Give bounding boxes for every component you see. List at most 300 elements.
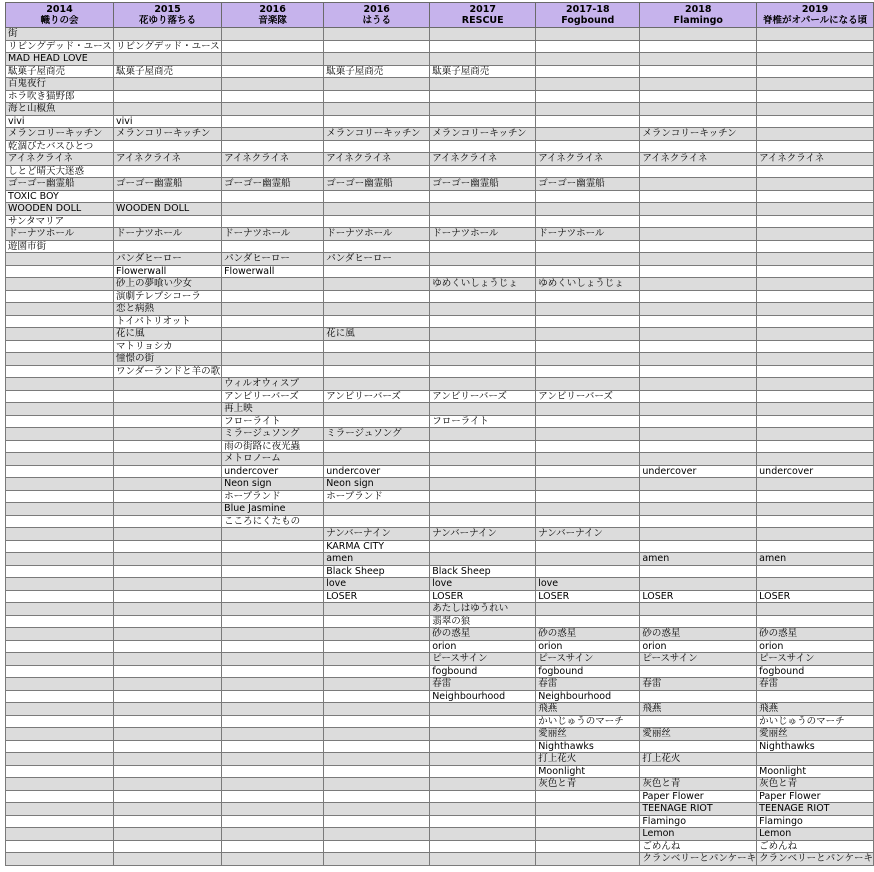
table-cell[interactable]: ミラージュソング — [324, 428, 430, 441]
table-cell[interactable] — [536, 140, 640, 153]
table-cell[interactable] — [640, 240, 757, 253]
table-cell[interactable]: 春雷 — [757, 678, 874, 691]
table-cell[interactable] — [222, 740, 324, 753]
table-cell[interactable] — [536, 440, 640, 453]
table-cell[interactable] — [640, 203, 757, 216]
table-cell[interactable] — [114, 378, 222, 391]
table-cell[interactable] — [757, 378, 874, 391]
table-cell[interactable] — [6, 440, 114, 453]
table-cell[interactable] — [757, 240, 874, 253]
table-cell[interactable] — [222, 140, 324, 153]
table-cell[interactable] — [222, 815, 324, 828]
table-cell[interactable]: WOODEN DOLL — [114, 203, 222, 216]
table-cell[interactable]: Flowerwall — [222, 265, 324, 278]
table-cell[interactable]: ドーナツホール — [222, 228, 324, 241]
table-cell[interactable] — [324, 78, 430, 91]
table-cell[interactable] — [324, 815, 430, 828]
table-cell[interactable] — [114, 540, 222, 553]
table-cell[interactable]: 砂の惑星 — [430, 628, 536, 641]
table-cell[interactable] — [536, 490, 640, 503]
table-cell[interactable] — [6, 303, 114, 316]
table-cell[interactable] — [6, 528, 114, 541]
table-cell[interactable]: ドーナツホール — [536, 228, 640, 241]
table-cell[interactable] — [6, 765, 114, 778]
table-cell[interactable]: Flamingo — [640, 815, 757, 828]
table-cell[interactable] — [640, 340, 757, 353]
table-cell[interactable] — [114, 90, 222, 103]
column-header-7[interactable] — [757, 3, 874, 28]
table-cell[interactable] — [640, 690, 757, 703]
table-cell[interactable] — [114, 190, 222, 203]
table-cell[interactable] — [640, 103, 757, 116]
table-cell[interactable] — [640, 28, 757, 41]
table-cell[interactable] — [6, 815, 114, 828]
table-cell[interactable]: アイネクライネ — [536, 153, 640, 166]
table-cell[interactable] — [430, 540, 536, 553]
table-cell[interactable] — [536, 28, 640, 41]
table-cell[interactable] — [757, 303, 874, 316]
table-cell[interactable]: LOSER — [324, 590, 430, 603]
table-cell[interactable] — [536, 553, 640, 566]
table-cell[interactable]: ホープランド — [222, 490, 324, 503]
table-cell[interactable] — [6, 653, 114, 666]
table-cell[interactable] — [640, 578, 757, 591]
table-cell[interactable]: ピースサイン — [430, 653, 536, 666]
table-cell[interactable] — [640, 290, 757, 303]
table-cell[interactable]: ナンバーナイン — [324, 528, 430, 541]
table-cell[interactable]: MAD HEAD LOVE — [6, 53, 114, 66]
table-cell[interactable] — [757, 165, 874, 178]
table-cell[interactable]: クランベリーとパンケーキ — [640, 853, 757, 866]
table-cell[interactable]: 恋と病熱 — [114, 303, 222, 316]
table-cell[interactable]: 駄菓子屋商売 — [324, 65, 430, 78]
table-cell[interactable]: 春雷 — [430, 678, 536, 691]
table-cell[interactable] — [640, 528, 757, 541]
table-cell[interactable] — [430, 778, 536, 791]
table-cell[interactable] — [6, 403, 114, 416]
table-cell[interactable] — [114, 690, 222, 703]
table-cell[interactable] — [114, 515, 222, 528]
table-cell[interactable] — [324, 140, 430, 153]
table-cell[interactable] — [536, 190, 640, 203]
table-cell[interactable] — [640, 378, 757, 391]
table-cell[interactable] — [757, 440, 874, 453]
table-cell[interactable] — [222, 190, 324, 203]
table-cell[interactable] — [222, 703, 324, 716]
table-cell[interactable] — [324, 503, 430, 516]
table-cell[interactable] — [640, 440, 757, 453]
table-cell[interactable] — [222, 553, 324, 566]
table-cell[interactable] — [430, 803, 536, 816]
table-cell[interactable]: Lemon — [757, 828, 874, 841]
table-cell[interactable]: ドーナツホール — [114, 228, 222, 241]
table-cell[interactable]: 飛燕 — [757, 703, 874, 716]
table-cell[interactable] — [430, 403, 536, 416]
table-cell[interactable] — [114, 840, 222, 853]
table-cell[interactable] — [757, 540, 874, 553]
table-cell[interactable] — [757, 190, 874, 203]
table-cell[interactable] — [324, 28, 430, 41]
table-cell[interactable]: ミラージュソング — [222, 428, 324, 441]
table-cell[interactable]: ドーナツホール — [324, 228, 430, 241]
table-cell[interactable] — [324, 453, 430, 466]
table-cell[interactable] — [324, 740, 430, 753]
table-cell[interactable]: Moonlight — [536, 765, 640, 778]
table-cell[interactable] — [430, 203, 536, 216]
table-cell[interactable] — [430, 140, 536, 153]
table-cell[interactable]: フローライト — [430, 415, 536, 428]
table-cell[interactable]: 駄菓子屋商売 — [114, 65, 222, 78]
table-cell[interactable] — [114, 790, 222, 803]
table-cell[interactable] — [757, 290, 874, 303]
table-cell[interactable] — [640, 265, 757, 278]
table-cell[interactable] — [114, 103, 222, 116]
table-cell[interactable] — [324, 265, 430, 278]
table-cell[interactable] — [640, 603, 757, 616]
table-cell[interactable]: love — [324, 578, 430, 591]
table-cell[interactable] — [430, 78, 536, 91]
table-cell[interactable] — [6, 278, 114, 291]
table-cell[interactable] — [757, 78, 874, 91]
table-cell[interactable] — [430, 165, 536, 178]
table-cell[interactable] — [430, 40, 536, 53]
table-cell[interactable] — [536, 540, 640, 553]
table-cell[interactable] — [640, 228, 757, 241]
table-cell[interactable] — [114, 528, 222, 541]
table-cell[interactable]: 乾涸びたバスひとつ — [6, 140, 114, 153]
table-cell[interactable] — [222, 165, 324, 178]
table-cell[interactable] — [430, 703, 536, 716]
table-cell[interactable] — [757, 90, 874, 103]
table-cell[interactable]: アイネクライネ — [640, 153, 757, 166]
table-cell[interactable] — [757, 578, 874, 591]
table-cell[interactable] — [222, 753, 324, 766]
table-cell[interactable] — [6, 728, 114, 741]
table-cell[interactable] — [536, 853, 640, 866]
table-cell[interactable] — [6, 553, 114, 566]
table-cell[interactable] — [114, 415, 222, 428]
table-cell[interactable] — [324, 690, 430, 703]
table-cell[interactable] — [757, 178, 874, 191]
table-cell[interactable] — [640, 503, 757, 516]
table-cell[interactable] — [114, 703, 222, 716]
table-cell[interactable] — [6, 803, 114, 816]
table-cell[interactable] — [536, 415, 640, 428]
table-cell[interactable] — [757, 690, 874, 703]
table-cell[interactable]: アンビリーバーズ — [536, 390, 640, 403]
table-cell[interactable] — [640, 453, 757, 466]
table-cell[interactable]: Neon sign — [222, 478, 324, 491]
table-cell[interactable] — [324, 678, 430, 691]
table-cell[interactable] — [640, 303, 757, 316]
table-cell[interactable]: ナンバーナイン — [536, 528, 640, 541]
table-cell[interactable] — [114, 628, 222, 641]
table-cell[interactable]: ゆめくいしょうじょ — [536, 278, 640, 291]
table-cell[interactable] — [536, 478, 640, 491]
table-cell[interactable] — [222, 690, 324, 703]
table-cell[interactable] — [536, 290, 640, 303]
table-cell[interactable] — [757, 428, 874, 441]
table-cell[interactable] — [114, 603, 222, 616]
table-cell[interactable]: パンダヒーロー — [114, 253, 222, 266]
table-cell[interactable] — [324, 615, 430, 628]
table-cell[interactable]: ごめんね — [640, 840, 757, 853]
table-cell[interactable]: undercover — [640, 465, 757, 478]
table-cell[interactable] — [6, 790, 114, 803]
table-cell[interactable] — [324, 303, 430, 316]
table-cell[interactable]: トイパトリオット — [114, 315, 222, 328]
table-cell[interactable] — [757, 365, 874, 378]
table-cell[interactable] — [6, 503, 114, 516]
table-cell[interactable]: ホープランド — [324, 490, 430, 503]
table-cell[interactable] — [324, 665, 430, 678]
table-cell[interactable]: リビングデッド・ユース — [6, 40, 114, 53]
table-cell[interactable] — [114, 440, 222, 453]
table-cell[interactable]: Neighbourhood — [430, 690, 536, 703]
column-header-0[interactable] — [6, 3, 114, 28]
table-cell[interactable]: 遊園市街 — [6, 240, 114, 253]
table-cell[interactable] — [430, 115, 536, 128]
table-cell[interactable] — [640, 415, 757, 428]
table-cell[interactable] — [114, 765, 222, 778]
table-cell[interactable] — [222, 128, 324, 141]
table-cell[interactable] — [114, 53, 222, 66]
table-cell[interactable] — [6, 290, 114, 303]
table-cell[interactable]: amen — [757, 553, 874, 566]
table-cell[interactable]: 花に風 — [114, 328, 222, 341]
table-cell[interactable] — [430, 478, 536, 491]
table-cell[interactable] — [757, 140, 874, 153]
table-cell[interactable] — [222, 290, 324, 303]
table-cell[interactable] — [114, 803, 222, 816]
table-cell[interactable] — [757, 753, 874, 766]
table-cell[interactable] — [757, 515, 874, 528]
table-cell[interactable] — [757, 403, 874, 416]
table-cell[interactable]: アイネクライネ — [757, 153, 874, 166]
table-cell[interactable] — [324, 440, 430, 453]
table-cell[interactable] — [222, 678, 324, 691]
table-cell[interactable] — [114, 678, 222, 691]
table-cell[interactable] — [536, 840, 640, 853]
table-cell[interactable] — [114, 590, 222, 603]
table-cell[interactable]: しとど晴天大迷惑 — [6, 165, 114, 178]
table-cell[interactable] — [222, 215, 324, 228]
table-cell[interactable] — [114, 653, 222, 666]
table-cell[interactable] — [757, 390, 874, 403]
table-cell[interactable] — [757, 415, 874, 428]
table-cell[interactable] — [222, 653, 324, 666]
table-cell[interactable] — [222, 78, 324, 91]
table-cell[interactable]: ゆめくいしょうじょ — [430, 278, 536, 291]
table-cell[interactable]: Paper Flower — [757, 790, 874, 803]
table-cell[interactable]: Flamingo — [757, 815, 874, 828]
table-cell[interactable] — [6, 540, 114, 553]
table-cell[interactable]: 憧憬の街 — [114, 353, 222, 366]
table-cell[interactable] — [6, 703, 114, 716]
table-cell[interactable]: 演劇テレプシコーラ — [114, 290, 222, 303]
table-cell[interactable] — [430, 378, 536, 391]
table-cell[interactable] — [6, 378, 114, 391]
table-cell[interactable]: TEENAGE RIOT — [757, 803, 874, 816]
table-cell[interactable] — [324, 840, 430, 853]
table-cell[interactable] — [222, 778, 324, 791]
table-cell[interactable] — [757, 503, 874, 516]
table-cell[interactable]: アイネクライネ — [324, 153, 430, 166]
table-cell[interactable]: undercover — [222, 465, 324, 478]
table-cell[interactable] — [222, 578, 324, 591]
table-cell[interactable] — [222, 240, 324, 253]
table-cell[interactable] — [6, 753, 114, 766]
table-cell[interactable]: orion — [536, 640, 640, 653]
table-cell[interactable] — [324, 653, 430, 666]
table-cell[interactable] — [222, 640, 324, 653]
table-cell[interactable] — [640, 665, 757, 678]
table-cell[interactable]: ナンバーナイン — [430, 528, 536, 541]
table-cell[interactable] — [6, 365, 114, 378]
table-cell[interactable] — [757, 215, 874, 228]
table-cell[interactable] — [6, 615, 114, 628]
table-cell[interactable] — [640, 178, 757, 191]
table-cell[interactable] — [324, 715, 430, 728]
table-cell[interactable] — [222, 765, 324, 778]
table-cell[interactable]: 愛丽丝 — [536, 728, 640, 741]
table-cell[interactable] — [430, 28, 536, 41]
table-cell[interactable] — [222, 790, 324, 803]
table-cell[interactable]: Lemon — [640, 828, 757, 841]
table-cell[interactable]: love — [536, 578, 640, 591]
table-cell[interactable] — [430, 828, 536, 841]
table-cell[interactable] — [536, 78, 640, 91]
table-cell[interactable] — [757, 353, 874, 366]
table-cell[interactable] — [6, 428, 114, 441]
table-cell[interactable] — [222, 103, 324, 116]
table-cell[interactable] — [757, 65, 874, 78]
table-cell[interactable] — [536, 40, 640, 53]
table-cell[interactable]: メランコリーキッチン — [324, 128, 430, 141]
column-header-2[interactable] — [222, 3, 324, 28]
table-cell[interactable] — [430, 515, 536, 528]
table-cell[interactable] — [536, 353, 640, 366]
table-cell[interactable] — [757, 265, 874, 278]
table-cell[interactable] — [6, 853, 114, 866]
table-cell[interactable] — [6, 578, 114, 591]
table-cell[interactable]: 雨の街路に夜光蟲 — [222, 440, 324, 453]
table-cell[interactable] — [324, 40, 430, 53]
table-cell[interactable]: 灰色と青 — [536, 778, 640, 791]
table-cell[interactable]: メランコリーキッチン — [114, 128, 222, 141]
table-cell[interactable] — [114, 815, 222, 828]
table-cell[interactable]: 砂の惑星 — [536, 628, 640, 641]
table-cell[interactable] — [640, 540, 757, 553]
table-cell[interactable]: TEENAGE RIOT — [640, 803, 757, 816]
table-cell[interactable] — [640, 390, 757, 403]
table-cell[interactable] — [430, 315, 536, 328]
table-cell[interactable]: Black Sheep — [324, 565, 430, 578]
table-cell[interactable]: 再上映 — [222, 403, 324, 416]
table-cell[interactable] — [757, 615, 874, 628]
table-cell[interactable] — [114, 28, 222, 41]
table-cell[interactable] — [430, 453, 536, 466]
table-cell[interactable] — [222, 803, 324, 816]
table-cell[interactable]: 愛丽丝 — [757, 728, 874, 741]
table-cell[interactable] — [114, 640, 222, 653]
table-cell[interactable] — [324, 53, 430, 66]
table-cell[interactable]: 駄菓子屋商売 — [430, 65, 536, 78]
table-cell[interactable] — [6, 515, 114, 528]
table-cell[interactable] — [114, 390, 222, 403]
table-cell[interactable] — [222, 540, 324, 553]
table-cell[interactable] — [536, 328, 640, 341]
table-cell[interactable] — [324, 728, 430, 741]
table-cell[interactable] — [6, 453, 114, 466]
table-cell[interactable]: LOSER — [536, 590, 640, 603]
table-cell[interactable] — [640, 253, 757, 266]
table-cell[interactable] — [640, 428, 757, 441]
table-cell[interactable]: 翡翠の狼 — [430, 615, 536, 628]
table-cell[interactable] — [430, 53, 536, 66]
table-cell[interactable] — [114, 565, 222, 578]
table-cell[interactable]: TOXIC BOY — [6, 190, 114, 203]
table-cell[interactable] — [640, 165, 757, 178]
table-cell[interactable] — [6, 478, 114, 491]
table-cell[interactable] — [6, 740, 114, 753]
table-cell[interactable] — [430, 428, 536, 441]
table-cell[interactable] — [536, 828, 640, 841]
table-cell[interactable] — [430, 553, 536, 566]
table-cell[interactable] — [536, 315, 640, 328]
table-cell[interactable] — [430, 340, 536, 353]
table-cell[interactable]: ピースサイン — [536, 653, 640, 666]
table-cell[interactable] — [222, 853, 324, 866]
table-cell[interactable] — [640, 353, 757, 366]
table-cell[interactable] — [430, 365, 536, 378]
table-cell[interactable] — [6, 328, 114, 341]
table-cell[interactable] — [6, 315, 114, 328]
table-cell[interactable] — [114, 778, 222, 791]
table-cell[interactable] — [536, 515, 640, 528]
table-cell[interactable] — [114, 403, 222, 416]
table-cell[interactable] — [114, 478, 222, 491]
table-cell[interactable] — [430, 715, 536, 728]
table-cell[interactable]: ホラ吹き猫野郎 — [6, 90, 114, 103]
table-cell[interactable] — [324, 115, 430, 128]
table-cell[interactable] — [430, 440, 536, 453]
table-cell[interactable] — [430, 240, 536, 253]
table-cell[interactable] — [640, 315, 757, 328]
table-cell[interactable] — [6, 603, 114, 616]
table-cell[interactable] — [222, 65, 324, 78]
table-cell[interactable] — [536, 240, 640, 253]
table-cell[interactable] — [222, 565, 324, 578]
table-cell[interactable] — [757, 203, 874, 216]
table-cell[interactable] — [222, 303, 324, 316]
table-cell[interactable] — [222, 603, 324, 616]
table-cell[interactable] — [757, 453, 874, 466]
table-cell[interactable] — [114, 615, 222, 628]
table-cell[interactable] — [430, 765, 536, 778]
table-cell[interactable] — [430, 490, 536, 503]
table-cell[interactable] — [757, 490, 874, 503]
table-cell[interactable]: ピースサイン — [640, 653, 757, 666]
table-cell[interactable] — [536, 803, 640, 816]
table-cell[interactable]: アイネクライネ — [6, 153, 114, 166]
table-cell[interactable] — [324, 90, 430, 103]
table-cell[interactable]: Blue Jasmine — [222, 503, 324, 516]
table-cell[interactable] — [640, 90, 757, 103]
table-cell[interactable] — [757, 315, 874, 328]
column-header-3[interactable] — [324, 3, 430, 28]
table-cell[interactable]: 春雷 — [536, 678, 640, 691]
